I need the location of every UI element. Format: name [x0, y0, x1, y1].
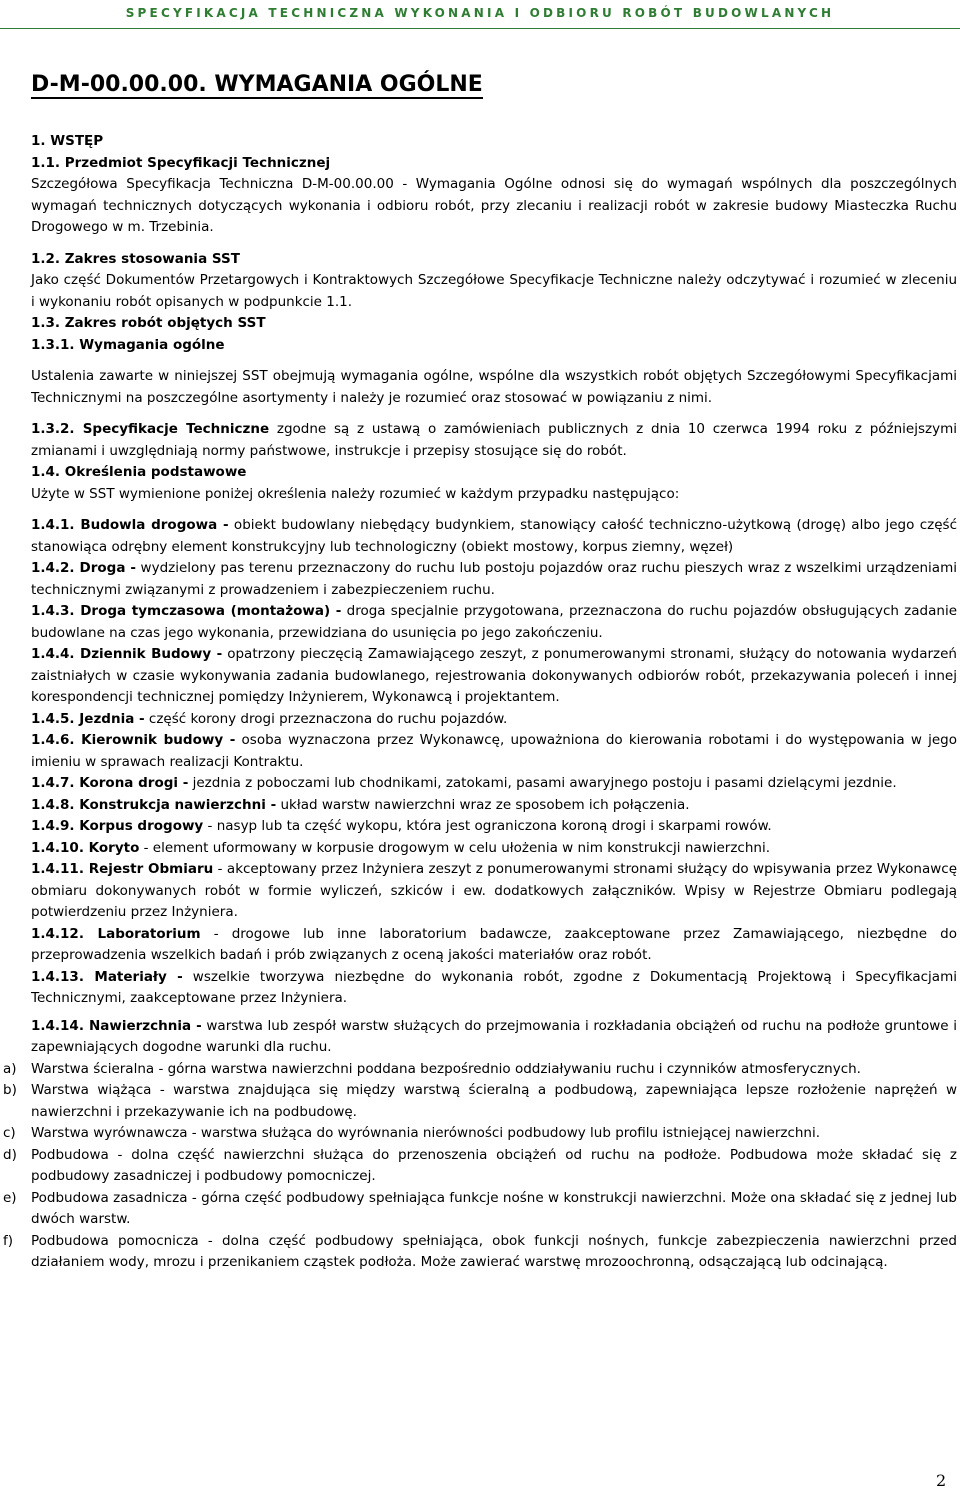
list-label: c): [3, 1125, 16, 1141]
list-item: a) Warstwa ścieralna - górna warstwa nawierzchni poddana bezpośrednio oddziaływaniu ruchu i czynników atmosferycznych.: [31, 1059, 957, 1081]
section-1-3-1-heading: 1.3.1. Wymagania ogólne: [31, 336, 225, 353]
header-rule: [0, 28, 960, 29]
definition-item: 1.4.7. Korona drogi - jezdnia z poboczami lub chodnikami, zatokami, pasami awaryjnego postoju i pasami dzielącymi jezdnie.: [31, 775, 897, 791]
section-1-3-2: 1.3.2. Specyfikacje Techniczne zgodne są z ustawą o zamówieniach publicznych z dnia 10 czerwca 1994 roku z późniejszymi zmianami i uwzględniają normy państwowe, instrukcje i przepisy stosujące się do robót.: [31, 421, 957, 459]
list-item: e) Podbudowa zasadnicza - górna część podbudowy spełniająca funkcje nośne w konstrukcji nawierzchni. Może ona składać się z jednej lub dwóch warstw.: [3, 1189, 957, 1227]
running-header: SPECYFIKACJA TECHNICZNA WYKONANIA I ODBIORU ROBÓT BUDOWLANYCH: [125, 6, 835, 20]
list-label: b): [3, 1082, 17, 1098]
definition-item: 1.4.6. Kierownik budowy - osoba wyznaczona przez Wykonawcę, upoważniona do kierowania robotami i do występowania w jego imieniu w sprawach realizacji Kontraktu.: [31, 732, 957, 770]
section-1-2-text: Jako część Dokumentów Przetargowych i Kontraktowych Szczegółowe Specyfikacje Techniczne należy odczytywać i rozumieć w zleceniu i wykonaniu robót opisanych w podpunkcie 1.1.: [31, 272, 957, 310]
list-label: e): [3, 1189, 17, 1206]
definition-item: 1.4.10. Koryto - element uformowany w korpusie drogowym w celu ułożenia w nim konstrukcji nawierzchni.: [31, 839, 770, 856]
list-item: f) Podbudowa pomocnicza - dolna część podbudowy spełniająca, obok funkcji nośnych, funkcje zabezpieczenia nawierzchni przed działaniem wody, mrozu i przenikaniem cząstek podłoża. Może zawierać warstwę mrozoochronną, odsączającą lub odcinającą.: [3, 1232, 957, 1270]
list-label: a): [3, 1060, 17, 1077]
definition-item: 1.4.9. Korpus drogowy - nasyp lub ta część wykopu, która jest ograniczona koroną drogi i skarpami rowów.: [31, 818, 772, 834]
list-label: d): [3, 1146, 17, 1163]
definition-item: 1.4.1. Budowla drogowa - obiekt budowlany niebędący budynkiem, stanowiący całość techniczno-użytkową (drogę) albo jego część stanowiąca odrębny element konstrukcyjny lub technologiczny (obiekt mostowy, korpus ziemny, węzeł): [31, 517, 957, 555]
section-1-2-heading: 1.2. Zakres stosowania SST: [31, 250, 240, 267]
list-label: f): [3, 1232, 14, 1249]
definition-item: 1.4.2. Droga - wydzielony pas terenu przeznaczony do ruchu lub postoju pojazdów oraz ruchu pieszych wraz z wszelkimi urządzeniami technicznymi związanymi z prowadzeniem i zabezpieczeniem ruchu.: [31, 560, 957, 598]
section-1-3-1-text: Ustalenia zawarte w niniejszej SST obejmują wymagania ogólne, wspólne dla wszystkich robót objętych Szczegółowymi Specyfikacjami Technicznymi na poszczególne asortymenty i należy je rozumieć oraz stosować w powiązaniu z nimi.: [31, 368, 957, 406]
definition-item: 1.4.4. Dziennik Budowy - opatrzony pieczęcią Zamawiającego zeszyt, z ponumerowanymi stronami, służący do notowania wydarzeń zaistniałych w czasie wykonywania zadania budowlanego, rejestrowania dokonywanych odbiorów robót, przekazywania poleceń i innej korespondencji technicznej pomiędzy Inżynierem, Wykonawcą i projektantem.: [31, 646, 957, 705]
page-number: 2: [936, 1471, 947, 1490]
list-item: b) Warstwa wiążąca - warstwa znajdująca się między warstwą ścieralną a podbudową, zapewniająca lepsze rozłożenie naprężeń w nawierzchni i przekazywanie ich na podbudowę.: [3, 1082, 957, 1120]
section-1-1-text: Szczegółowa Specyfikacja Techniczna D-M-00.00.00 - Wymagania Ogólne odnosi się do wymagań wspólnych dla poszczególnych wymagań technicznych dotyczących wykonania i odbioru robót, przy zlecaniu i realizacji robót w zakresie budowy Miasteczka Ruchu Drogowego w m. Trzebinia.: [31, 176, 957, 235]
document-title: D-M-00.00.00. WYMAGANIA OGÓLNE: [31, 72, 483, 99]
section-1-4-text: Użyte w SST wymienione poniżej określenia należy rozumieć w każdym przypadku następująco:: [31, 485, 680, 502]
definition-item: 1.4.5. Jezdnia - część korony drogi przeznaczona do ruchu pojazdów.: [31, 710, 508, 727]
section-1-4-heading: 1.4. Określenia podstawowe: [31, 464, 247, 480]
definition-item: 1.4.11. Rejestr Obmiaru - akceptowany przez Inżyniera zeszyt z ponumerowanymi stronami służący do wpisywania przez Wykonawcę obmiaru dokonywanych robót w formie wyliczeń, szkiców i ew. dodatkowych załączników. Wpisy w Rejestrze Obmiaru podlegają potwierdzeniu przez Inżyniera.: [31, 861, 958, 920]
layers-list: [3, 1059, 957, 1274]
definitions-list: [31, 515, 957, 1059]
list-item: c) Warstwa wyrównawcza - warstwa służąca do wyrównania nierówności podbudowy lub profilu istniejącej nawierzchni.: [31, 1123, 957, 1145]
definition-item: 1.4.3. Droga tymczasowa (montażowa) - droga specjalnie przygotowana, przeznaczona do ruchu pojazdów obsługujących zadanie budowlane na czas jego wykonania, przewidziana do usunięcia po jego zakończeniu.: [31, 603, 958, 641]
definition-item: 1.4.12. Laboratorium - drogowe lub inne laboratorium badawcze, zaakceptowane przez Zamawiającego, niezbędne do przeprowadzenia wszelkich badań i prób związanych z oceną jakości materiałów oraz robót.: [31, 925, 957, 963]
definition-item: 1.4.14. Nawierzchnia - warstwa lub zespół warstw służących do przejmowania i rozkładania obciążeń od ruchu na podłoże gruntowe i zapewniających dogodne warunki dla ruchu.: [31, 1017, 957, 1055]
document-body: [3, 131, 958, 1274]
list-item: d) Podbudowa - dolna część nawierzchni służąca do przenoszenia obciążeń od ruchu na podłoże. Podbudowa może składać się z podbudowy zasadniczej i podbudowy pomocniczej.: [3, 1146, 957, 1184]
definition-item: 1.4.8. Konstrukcja nawierzchni - układ warstw nawierzchni wraz ze sposobem ich połączenia.: [31, 796, 690, 813]
section-1-3-heading: 1.3. Zakres robót objętych SST: [31, 315, 266, 331]
definition-item: 1.4.13. Materiały - wszelkie tworzywa niezbędne do wykonania robót, zgodne z Dokumentacją Projektową i Specyfikacjami Technicznymi, zaakceptowane przez Inżyniera.: [31, 968, 957, 1006]
section-1-1-heading: 1.1. Przedmiot Specyfikacji Technicznej: [31, 154, 331, 171]
section-1-heading: 1. WSTĘP: [31, 133, 104, 149]
